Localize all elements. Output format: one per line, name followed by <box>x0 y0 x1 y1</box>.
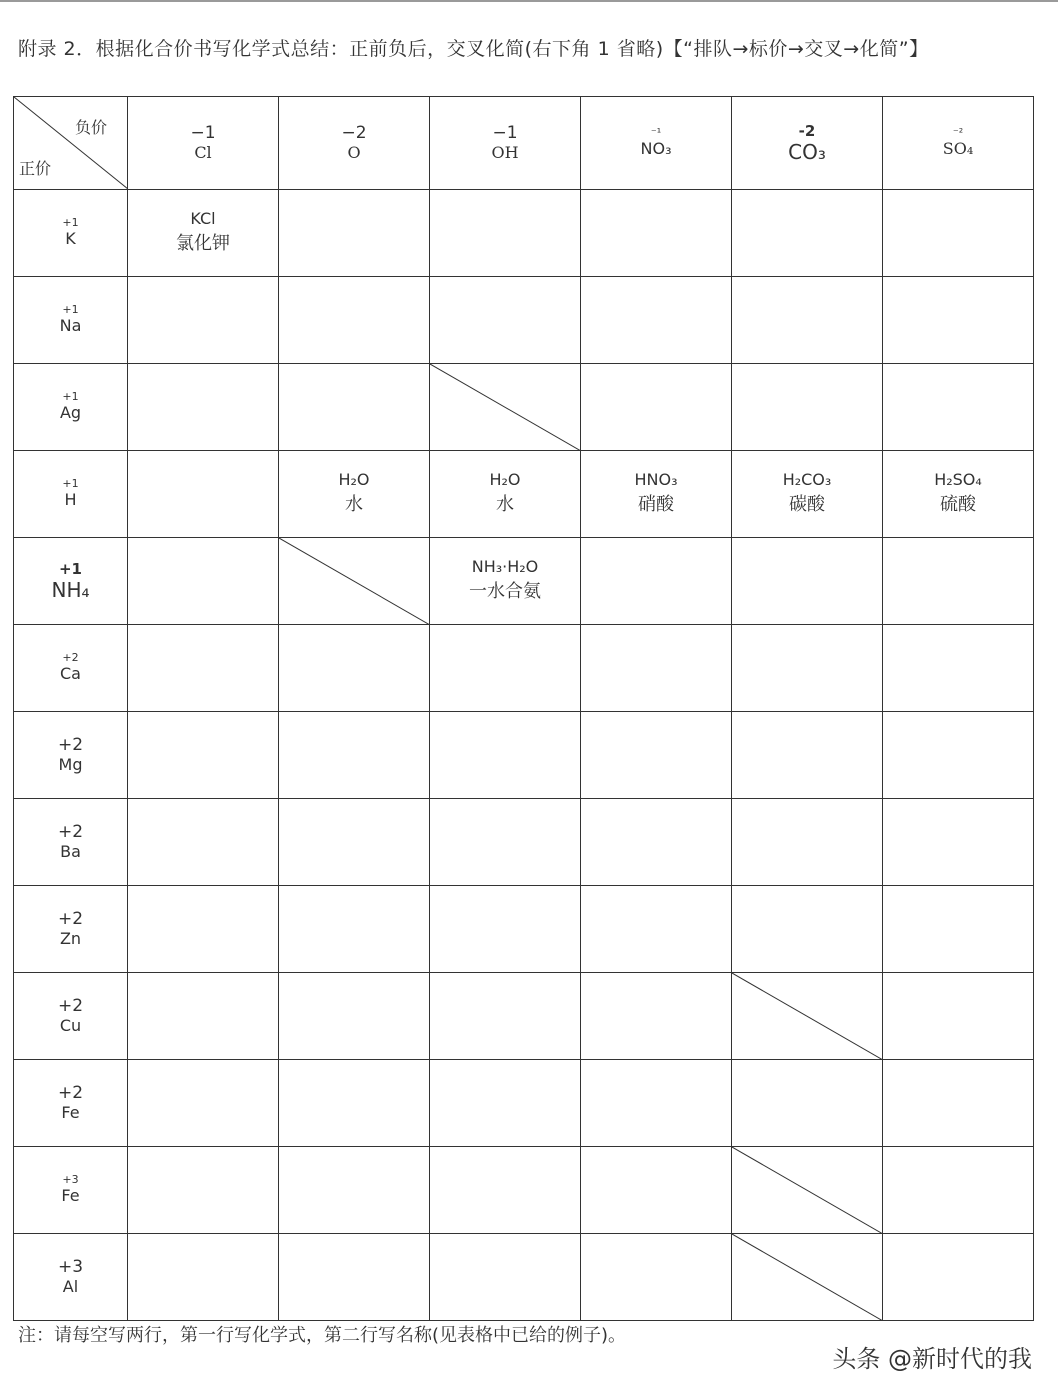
empty-cell <box>732 1060 883 1147</box>
row-valence: +1 <box>62 216 79 229</box>
empty-cell <box>128 538 279 625</box>
column-valence: ⁻² <box>952 126 964 139</box>
column-symbol: CO₃ <box>788 140 826 164</box>
empty-cell <box>581 886 732 973</box>
empty-cell <box>732 886 883 973</box>
row-symbol: Ca <box>60 664 81 683</box>
table-row <box>14 973 1034 1060</box>
empty-cell <box>883 625 1034 712</box>
row-symbol: Ag <box>59 403 82 422</box>
filled-cell <box>430 538 581 625</box>
row-valence: +1 <box>58 560 82 578</box>
table-row <box>14 886 1034 973</box>
cell-formula: H₂CO₃ <box>782 470 832 489</box>
table-row <box>14 451 1034 538</box>
crossed-cell <box>732 1234 883 1321</box>
empty-cell <box>430 1060 581 1147</box>
empty-cell <box>128 1234 279 1321</box>
cell-formula: H₂O <box>489 470 521 489</box>
empty-cell <box>279 1147 430 1234</box>
empty-cell <box>581 1147 732 1234</box>
empty-cell <box>430 712 581 799</box>
row-valence: +3 <box>57 1257 84 1277</box>
empty-cell <box>581 190 732 277</box>
row-header <box>14 886 128 973</box>
crossed-cell <box>732 973 883 1060</box>
row-symbol: Ba <box>60 842 81 861</box>
row-symbol: Fe <box>61 1186 80 1205</box>
cell-name: 硝酸 <box>638 494 674 515</box>
column-valence: ⁻¹ <box>650 126 662 139</box>
empty-cell <box>430 973 581 1060</box>
empty-cell <box>279 1060 430 1147</box>
empty-cell <box>430 886 581 973</box>
empty-cell <box>581 1234 732 1321</box>
empty-cell <box>581 625 732 712</box>
row-symbol: Mg <box>58 755 83 774</box>
empty-cell <box>279 973 430 1060</box>
row-valence: +1 <box>62 303 79 316</box>
row-symbol: NH₄ <box>51 578 90 602</box>
empty-cell <box>279 190 430 277</box>
top-rule <box>0 0 1058 2</box>
cell-formula: H₂SO₄ <box>934 470 982 489</box>
empty-cell <box>581 799 732 886</box>
empty-cell <box>581 973 732 1060</box>
empty-cell <box>732 364 883 451</box>
empty-cell <box>430 190 581 277</box>
empty-cell <box>732 190 883 277</box>
row-valence: +2 <box>57 822 84 842</box>
empty-cell <box>732 799 883 886</box>
filled-cell <box>581 451 732 538</box>
row-header <box>14 799 128 886</box>
row-symbol: Zn <box>59 929 82 948</box>
row-header <box>14 364 128 451</box>
cell-formula: NH₃·H₂O <box>471 557 539 576</box>
corner-negative-label: 负价 <box>74 118 107 137</box>
column-valence: −1 <box>492 123 518 143</box>
row-valence: +2 <box>57 996 84 1016</box>
row-symbol: Fe <box>61 1103 80 1122</box>
column-symbol: Cl <box>194 143 212 162</box>
empty-cell <box>581 712 732 799</box>
cell-diagonal <box>732 1147 882 1233</box>
table-row <box>14 538 1034 625</box>
empty-cell <box>128 973 279 1060</box>
empty-cell <box>581 277 732 364</box>
corner-cell <box>14 97 128 190</box>
empty-cell <box>128 451 279 538</box>
row-valence: +2 <box>57 735 84 755</box>
empty-cell <box>128 886 279 973</box>
row-valence: +2 <box>57 1083 84 1103</box>
empty-cell <box>128 712 279 799</box>
cell-name: 水 <box>496 494 514 515</box>
row-symbol: H <box>64 490 77 509</box>
crossed-cell <box>279 538 430 625</box>
empty-cell <box>581 1060 732 1147</box>
column-header <box>581 97 732 190</box>
cell-diagonal <box>279 538 429 624</box>
column-valence: −1 <box>190 123 216 143</box>
cell-diagonal <box>430 364 580 450</box>
empty-cell <box>430 1147 581 1234</box>
row-symbol: Na <box>59 316 82 335</box>
row-symbol: Cu <box>59 1016 82 1035</box>
empty-cell <box>581 364 732 451</box>
table-row <box>14 799 1034 886</box>
cell-name: 碳酸 <box>789 494 825 515</box>
column-symbol: SO₄ <box>942 139 974 158</box>
filled-cell <box>732 451 883 538</box>
table-row <box>14 625 1034 712</box>
row-valence: +2 <box>57 909 84 929</box>
table-row <box>14 1234 1034 1321</box>
row-header <box>14 973 128 1060</box>
footnote: 注：请每空写两行，第一行写化学式，第二行写名称(见表格中已给的例子)。 <box>18 1325 627 1346</box>
page-title: 附录 2．根据化合价书写化学式总结：正前负后，交叉化简(右下角 1 省略)【“排队→标价→交叉→化简”】 <box>18 38 929 60</box>
empty-cell <box>128 625 279 712</box>
row-valence: +1 <box>62 477 79 490</box>
empty-cell <box>732 625 883 712</box>
watermark: 头条 @新时代的我 <box>832 1345 1032 1373</box>
row-valence: +1 <box>62 390 79 403</box>
table-row <box>14 712 1034 799</box>
empty-cell <box>430 799 581 886</box>
cell-formula: KCl <box>190 209 216 228</box>
cell-formula: H₂O <box>338 470 370 489</box>
crossed-cell <box>732 1147 883 1234</box>
empty-cell <box>128 799 279 886</box>
empty-cell <box>883 1060 1034 1147</box>
empty-cell <box>430 1234 581 1321</box>
row-header <box>14 1234 128 1321</box>
cell-diagonal <box>732 1234 882 1320</box>
empty-cell <box>883 1234 1034 1321</box>
table-row <box>14 1147 1034 1234</box>
empty-cell <box>279 712 430 799</box>
empty-cell <box>883 538 1034 625</box>
table-row <box>14 190 1034 277</box>
column-header <box>279 97 430 190</box>
column-header <box>430 97 581 190</box>
valence-table <box>13 96 1034 1321</box>
row-symbol: K <box>65 229 76 248</box>
row-header <box>14 712 128 799</box>
empty-cell <box>128 364 279 451</box>
empty-cell <box>883 364 1034 451</box>
row-header <box>14 1147 128 1234</box>
row-header <box>14 1060 128 1147</box>
header-row <box>14 97 1034 190</box>
empty-cell <box>128 1147 279 1234</box>
empty-cell <box>581 538 732 625</box>
column-header <box>732 97 883 190</box>
empty-cell <box>279 277 430 364</box>
empty-cell <box>883 712 1034 799</box>
cell-formula: HNO₃ <box>634 470 678 489</box>
row-header <box>14 625 128 712</box>
empty-cell <box>732 538 883 625</box>
filled-cell <box>883 451 1034 538</box>
table-row <box>14 277 1034 364</box>
empty-cell <box>128 277 279 364</box>
cell-name: 氯化钾 <box>176 233 230 254</box>
column-header <box>128 97 279 190</box>
cell-name: 水 <box>345 494 363 515</box>
empty-cell <box>883 886 1034 973</box>
column-valence: -2 <box>798 122 816 140</box>
column-valence: −2 <box>341 123 367 143</box>
row-valence: +3 <box>62 1173 79 1186</box>
empty-cell <box>128 1060 279 1147</box>
column-header <box>883 97 1034 190</box>
row-header <box>14 190 128 277</box>
cell-name: 一水合氨 <box>469 581 541 602</box>
empty-cell <box>883 973 1034 1060</box>
cell-name: 硫酸 <box>940 494 976 515</box>
crossed-cell <box>430 364 581 451</box>
row-header <box>14 538 128 625</box>
empty-cell <box>279 1234 430 1321</box>
empty-cell <box>732 712 883 799</box>
row-symbol: Al <box>62 1277 79 1296</box>
filled-cell <box>279 451 430 538</box>
empty-cell <box>883 1147 1034 1234</box>
column-symbol: O <box>347 143 361 162</box>
row-valence: +2 <box>62 651 79 664</box>
table-row <box>14 364 1034 451</box>
empty-cell <box>883 799 1034 886</box>
corner-positive-label: 正价 <box>19 159 52 178</box>
filled-cell <box>128 190 279 277</box>
empty-cell <box>883 277 1034 364</box>
empty-cell <box>279 364 430 451</box>
empty-cell <box>279 799 430 886</box>
empty-cell <box>883 190 1034 277</box>
empty-cell <box>430 625 581 712</box>
empty-cell <box>430 277 581 364</box>
row-header <box>14 277 128 364</box>
filled-cell <box>430 451 581 538</box>
column-symbol: NO₃ <box>640 139 672 158</box>
empty-cell <box>732 277 883 364</box>
cell-diagonal <box>732 973 882 1059</box>
row-header <box>14 451 128 538</box>
table-row <box>14 1060 1034 1147</box>
empty-cell <box>279 886 430 973</box>
empty-cell <box>279 625 430 712</box>
column-symbol: OH <box>491 143 519 162</box>
